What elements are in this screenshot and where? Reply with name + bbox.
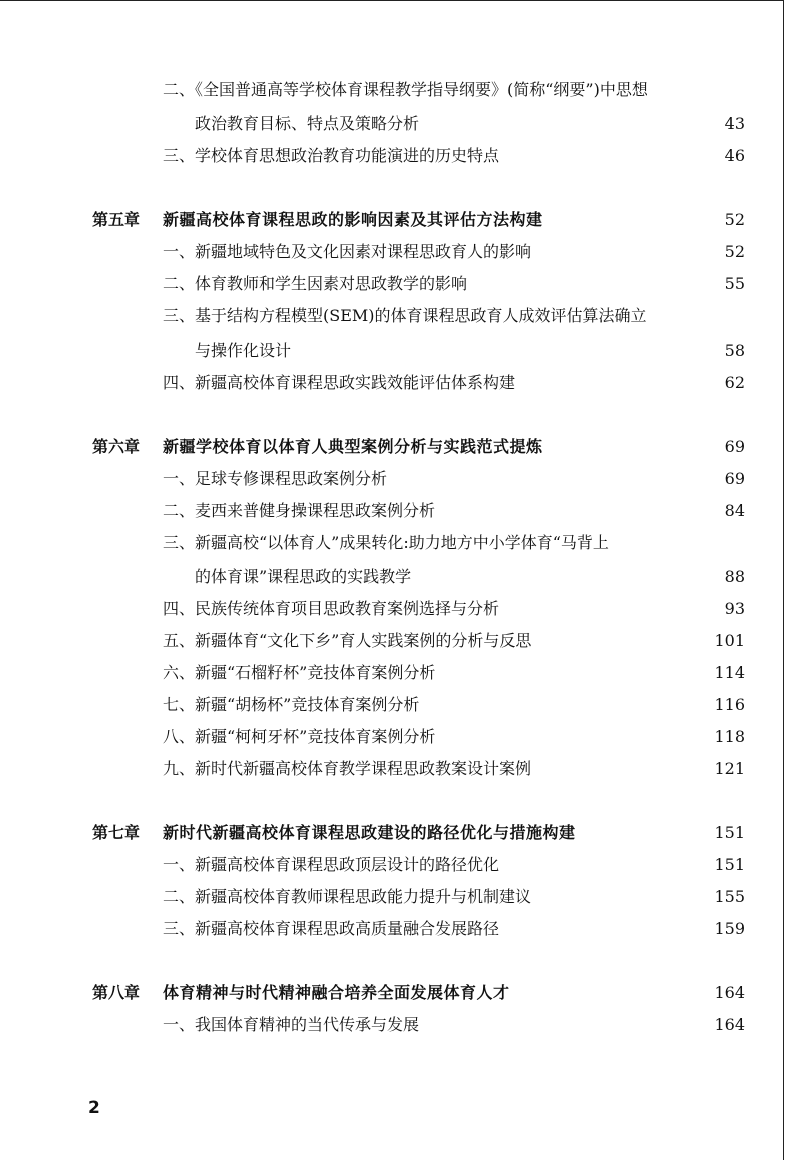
section-title: 一、新疆地域特色及文化因素对课程思政育人的影响 xyxy=(163,242,532,261)
toc-page-number: 88 xyxy=(724,567,745,586)
toc-page-number: 151 xyxy=(714,823,745,842)
toc-page-number: 121 xyxy=(714,759,745,778)
chapter-title: 体育精神与时代精神融合培养全面发展体育人才 xyxy=(163,983,510,1002)
toc-section-entry[interactable] xyxy=(0,753,790,785)
toc-page-number: 114 xyxy=(714,663,745,682)
toc-section-entry[interactable] xyxy=(0,74,790,106)
toc-page-number: 164 xyxy=(714,1015,745,1034)
section-title: 二、体育教师和学生因素对思政教学的影响 xyxy=(163,274,468,293)
toc-section-entry[interactable] xyxy=(0,367,790,399)
toc-entry-continuation[interactable] xyxy=(0,108,790,140)
toc-page-number: 155 xyxy=(714,887,745,906)
toc-section-entry[interactable] xyxy=(0,463,790,495)
section-title: 三、新疆高校体育课程思政高质量融合发展路径 xyxy=(163,919,500,938)
toc-page-number: 69 xyxy=(724,437,745,456)
section-title: 二、麦西来普健身操课程思政案例分析 xyxy=(163,501,436,520)
toc-section-entry[interactable] xyxy=(0,268,790,300)
toc-page-number: 55 xyxy=(724,274,745,293)
toc-section-entry[interactable] xyxy=(0,657,790,689)
toc-section-entry[interactable] xyxy=(0,849,790,881)
section-title: 二、《全国普通高等学校体育课程教学指导纲要》(简称“纲要”)中思想 xyxy=(163,80,648,99)
toc-page-number: 116 xyxy=(714,695,745,714)
toc-page-number: 118 xyxy=(714,727,745,746)
toc-page-number: 62 xyxy=(724,373,745,392)
toc-section-entry[interactable] xyxy=(0,236,790,268)
toc-section-entry[interactable] xyxy=(0,881,790,913)
section-title: 一、新疆高校体育课程思政顶层设计的路径优化 xyxy=(163,855,500,874)
toc-page-number: 52 xyxy=(724,242,745,261)
toc-section-entry[interactable] xyxy=(0,913,790,945)
toc-page-number: 101 xyxy=(714,631,745,650)
toc-section-entry[interactable] xyxy=(0,721,790,753)
toc-page-number: 164 xyxy=(714,983,745,1002)
chapter-number: 第五章 xyxy=(92,210,141,229)
toc-chapter-entry[interactable] xyxy=(0,431,790,463)
page-number: 2 xyxy=(88,1098,100,1118)
section-title: 七、新疆“胡杨杯”竞技体育案例分析 xyxy=(163,695,420,714)
section-title: 政治教育目标、特点及策略分析 xyxy=(195,114,420,133)
toc-page-number: 69 xyxy=(724,469,745,488)
toc-entry-continuation[interactable] xyxy=(0,561,790,593)
toc-page-number: 43 xyxy=(724,114,745,133)
toc-page-number: 52 xyxy=(724,210,745,229)
section-title: 八、新疆“柯柯牙杯”竞技体育案例分析 xyxy=(163,727,436,746)
toc-page-number: 58 xyxy=(724,341,745,360)
chapter-number: 第六章 xyxy=(92,437,141,456)
section-title: 二、新疆高校体育教师课程思政能力提升与机制建议 xyxy=(163,887,532,906)
toc-entry-continuation[interactable] xyxy=(0,335,790,367)
section-title: 三、学校体育思想政治教育功能演进的历史特点 xyxy=(163,146,500,165)
toc-section-entry[interactable] xyxy=(0,495,790,527)
section-title: 四、民族传统体育项目思政教育案例选择与分析 xyxy=(163,599,500,618)
chapter-title: 新时代新疆高校体育课程思政建设的路径优化与措施构建 xyxy=(163,823,576,842)
section-title: 一、足球专修课程思政案例分析 xyxy=(163,469,388,488)
toc-chapter-entry[interactable] xyxy=(0,204,790,236)
chapter-number: 第七章 xyxy=(92,823,141,842)
toc-page-number: 84 xyxy=(724,501,745,520)
toc-section-entry[interactable] xyxy=(0,300,790,332)
chapter-number: 第八章 xyxy=(92,983,141,1002)
section-title: 与操作化设计 xyxy=(195,341,292,360)
section-title: 四、新疆高校体育课程思政实践效能评估体系构建 xyxy=(163,373,516,392)
section-title: 六、新疆“石榴籽杯”竞技体育案例分析 xyxy=(163,663,436,682)
toc-page-number: 93 xyxy=(724,599,745,618)
toc-chapter-entry[interactable] xyxy=(0,977,790,1009)
section-title: 一、我国体育精神的当代传承与发展 xyxy=(163,1015,420,1034)
section-title: 的体育课”课程思政的实践教学 xyxy=(195,567,412,586)
toc-page-number: 151 xyxy=(714,855,745,874)
toc-section-entry[interactable] xyxy=(0,625,790,657)
section-title: 三、新疆高校“以体育人”成果转化:助力地方中小学体育“马背上 xyxy=(163,533,609,552)
toc-section-entry[interactable] xyxy=(0,1009,790,1041)
toc-section-entry[interactable] xyxy=(0,593,790,625)
chapter-title: 新疆高校体育课程思政的影响因素及其评估方法构建 xyxy=(163,210,543,229)
section-title: 五、新疆体育“文化下乡”育人实践案例的分析与反思 xyxy=(163,631,532,650)
toc-page-number: 46 xyxy=(724,146,745,165)
toc-section-entry[interactable] xyxy=(0,527,790,559)
toc-section-entry[interactable] xyxy=(0,689,790,721)
toc-section-entry[interactable] xyxy=(0,140,790,172)
chapter-title: 新疆学校体育以体育人典型案例分析与实践范式提炼 xyxy=(163,437,543,456)
section-title: 三、基于结构方程模型(SEM)的体育课程思政育人成效评估算法确立 xyxy=(163,306,647,325)
toc-chapter-entry[interactable] xyxy=(0,817,790,849)
section-title: 九、新时代新疆高校体育教学课程思政教案设计案例 xyxy=(163,759,532,778)
toc-page-number: 159 xyxy=(714,919,745,938)
